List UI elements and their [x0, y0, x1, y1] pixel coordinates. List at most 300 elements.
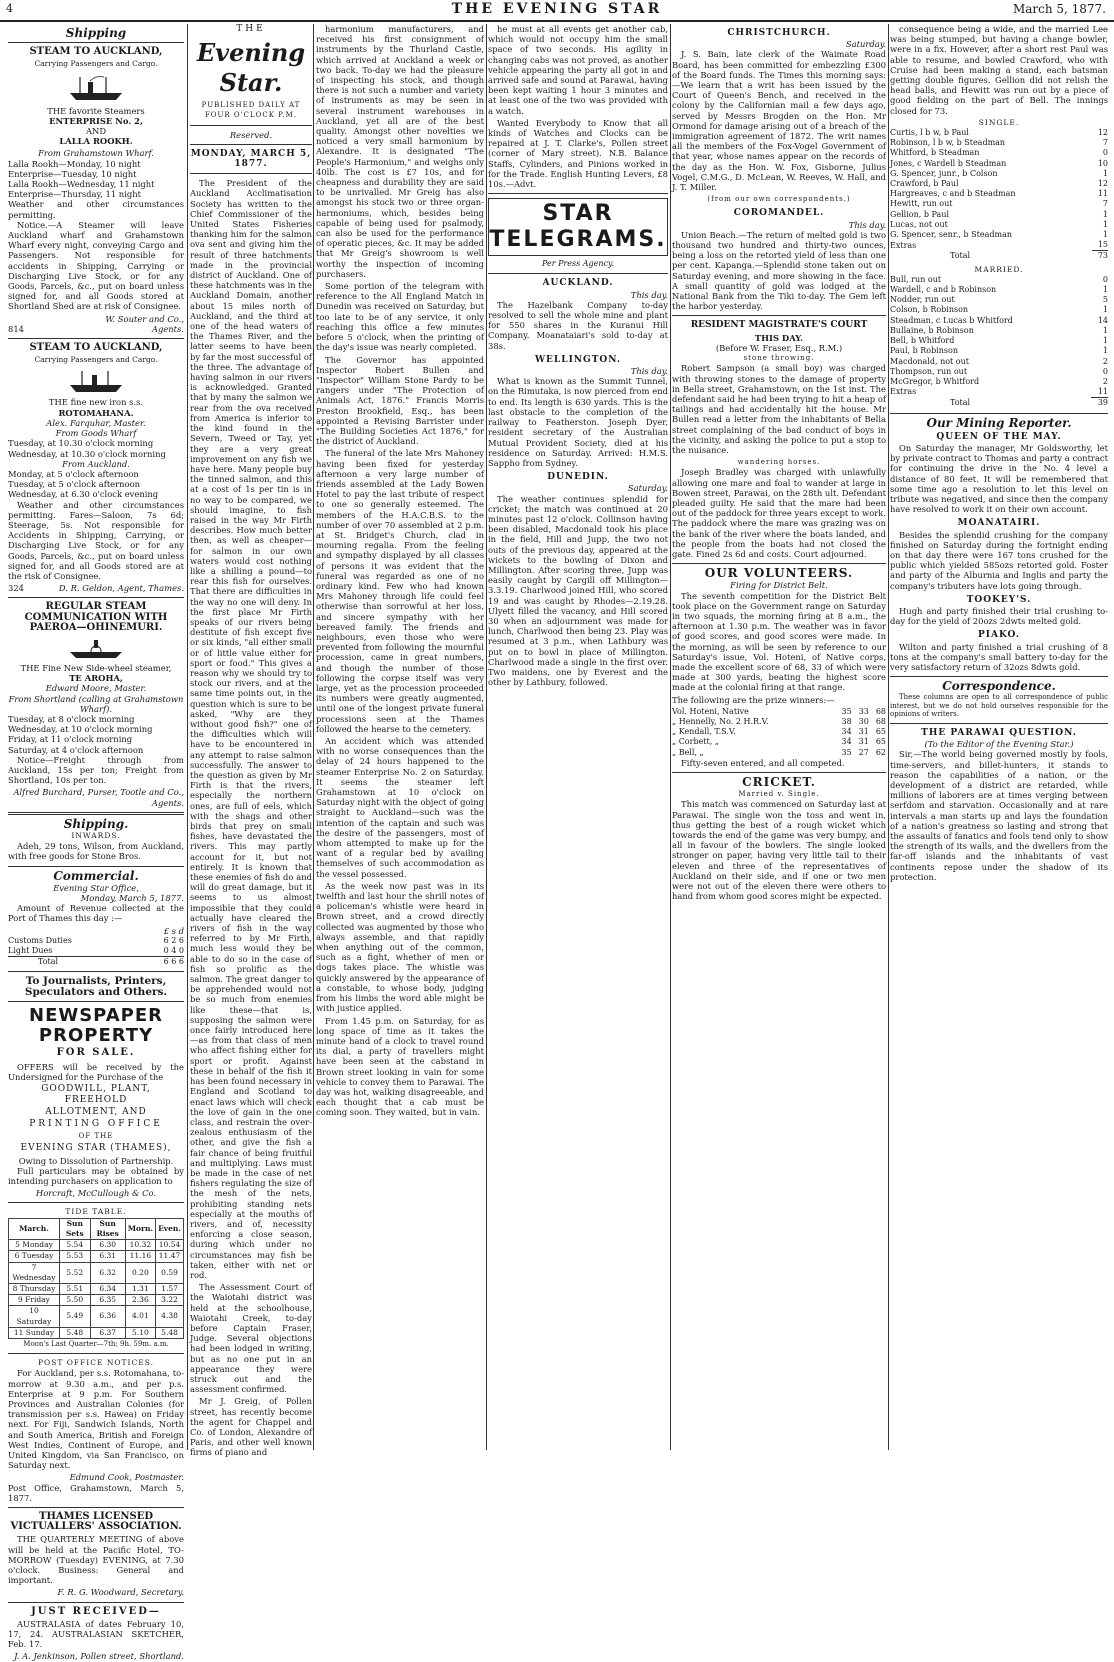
tide-cell: 5.10	[125, 1327, 155, 1338]
tide-cell: 2.36	[125, 1295, 155, 1306]
batsman: Lucas, not out	[890, 219, 948, 229]
coromandel-heading: COROMANDEL.	[733, 208, 825, 219]
table-row	[890, 285, 1108, 295]
table-row	[890, 220, 1108, 230]
single-head: SINGLE.	[978, 117, 1020, 127]
batsman: G. Spencer, senr., b Steadman	[890, 230, 1012, 240]
page-number: 4	[6, 2, 13, 15]
np-line: OF THE	[78, 1132, 114, 1141]
ad-paeroa-title: REGULAR STEAM COMMUNICATION WITH PAEROA—OHINEMURI.	[24, 601, 168, 633]
schedule-line: Saturday, at 4 o'clock afternoon	[8, 744, 144, 755]
column-rule	[670, 24, 671, 1450]
batsman: Wardell, c and b Robinson	[890, 285, 997, 295]
queen-of-may-text: On Saturday the manager, Mr Goldsworthy, let by private contract to Thomas and party a contract for continuing the drive in the No. 4 level a distance of 80 feet. It will be remembered that some time ago a resolution to let this level on tribute was negatived, and since then the company have resolved to work it on their own account.	[890, 442, 1108, 515]
ad-schedule	[8, 159, 184, 220]
tide-moon: Moon's Last Quarter—7th; 9h. 59m. a.m.	[23, 1339, 169, 1348]
table-row	[8, 946, 184, 957]
masthead: Evening Star.	[196, 38, 306, 98]
column-local-news	[316, 24, 484, 1450]
ad-notice: Notice—Freight through from Auckland, 15s per ton; Freight from Shortland, 10s per ton.	[8, 754, 184, 786]
commercial-lsd: £ s d	[163, 925, 184, 936]
tide-cell: 0.20	[125, 1262, 155, 1283]
news-paragraph: he must at all events get another cab, which would not occupy him the small space of two seconds. His agility in changing cabs was not proved, as another vehicle appearing the party all got in and arrived safe and sound at Parawai, having been kept waiting 1 hour 3 minutes and at least one of the two was provided with a watch.	[488, 24, 668, 116]
piako-heading: PIAKO.	[978, 630, 1020, 641]
telegram-place: WELLINGTON.	[534, 354, 622, 365]
news-paragraph: The funeral of the late Mrs Mahoney having been fixed for yesterday afternoon a very large number of friends assembled at the Lady Bowen Hotel to pay the last tribute of respect to one so generally esteemed. The members of the H.A.C.B.S. to the number of over 70 assembled at 2 p.m. at St. Bridget's Church, clad in mourning regalia. From the feeling and sympathy displayed by all classes of persons it was evident that the funeral was regarded as one of no ordinary kind. Few who had known Mrs Mahoney through life could feel otherwise than sorrowful at her loss, and sincere sympathy with her bereaved family. The friends and neighbours, even those who were prevented from following the mournful procession, came in great numbers, and though the number of those following the corpse itself was very large, yet as the procession proceeded its numbers were greatly augmented, until one of the longest private funeral processions seen at the Thames followed the hearse to the cemetery.	[316, 448, 484, 734]
prize-cell: „ Hennelly, No. 2 H.R.V.	[672, 717, 769, 726]
cricket-continued: consequence being a wide, and the married Lee was being stumped, but having a change bowler, were in a fix. However, after a short rest Paul was able to resume, and bowled Crawford, who with Cruise had been making a stand, each batsman getting double figures. Gellion did not relish the head balls, and Hewitt was run out by a piece of good fielding on the part of Bell. The innings closed for 73.	[890, 24, 1108, 116]
shipping-heading-2: Shipping.	[63, 816, 129, 831]
batsman: Crawford, b Paul	[890, 179, 959, 189]
batsman: Thompson, run out	[890, 366, 968, 376]
batsman: Extras	[890, 240, 917, 250]
ad-agent: D. R. Geldon, Agent, Thames.	[58, 583, 184, 594]
wandering-horses-head: wandering horses.	[737, 458, 821, 467]
batsman: Bullaine, b Robinson	[890, 325, 974, 335]
revenue-table	[8, 936, 184, 968]
revenue-label: Light Dues	[8, 946, 53, 956]
table-row	[8, 957, 184, 968]
moanataiari-heading: MOANATAIRI.	[957, 518, 1041, 529]
runs: 12	[1097, 128, 1108, 138]
ad-agent: W. Souter and Co.,	[105, 313, 184, 324]
telegram-text: What is known as the Summit Tunnel, on the Rimutaka, is now pierced from end to end. Its length is 630 yards. This is the last obstacle to the completion of the railway to Featherston. Joseph Dyer, resident secretary of the Australian Mutual Provident Society, died at his residence on Saturday. Arrived: H.M.S. Sappho from Sydney.	[488, 376, 668, 468]
tookeys-heading: TOOKEY'S.	[966, 594, 1032, 605]
single-scorecard	[890, 128, 1108, 262]
total-runs: 39	[1091, 398, 1108, 409]
moanataiari-text: Besides the splendid crushing for the company finished on Saturday during the fortnight ending on that day there were 167 tons crushed for the public which yielded 585ozs retorted gold. Foster and party of the Alburnia and Inglis and party the company's tributers have lots going through.	[890, 529, 1108, 591]
tide-cell: 11.16	[125, 1251, 155, 1262]
batsman: Bell, b Whitford	[890, 336, 955, 346]
steamship-icon	[66, 73, 126, 103]
table-row	[890, 189, 1108, 199]
telegram-text: The Hazelbank Company to-day resolved to sell the whole mine and plant for 550 shares in the Kuranui Hill Company. Moanataiari's sold to-day at 38s.	[488, 299, 668, 351]
editorial-paragraph: The Assessment Court of the Waiotahi district was held at the schoolhouse, Waiotahi Creek, to-day before Captain Fraser, Judge. Several objections had been lodged in writing, but as no one put in an appearance they were struck out and the assessment confirmed.	[190, 1282, 312, 1395]
christchurch-text: J. S. Bain, late clerk of the Waimate Road Board, has been committed for embezzling £300 of the Board funds. The Times this morning says:—We learn that a writ has been issued by the Court of Queen's Bench, and received in the colony by the Californian mail a few days ago, served by Messrs Brogden on the Hon. Mr Ormond for damage arising out of a breach of the immigration agreement of 1872. The writ names all the members of the Fox-Vogel Government of that year, whose names appear on the records of the day as the Hon. W. Fox, Gisborne, Julius Vogel, C.M.G., D. McLean, W. Reeves, W. Hall, and J. T. Miller.	[672, 49, 886, 193]
table-row	[890, 240, 1108, 251]
schedule-line: Tuesday, at 10.30 o'clock morning	[8, 438, 154, 449]
schedule-line: Lalla Rookh—Wednesday, 11 night	[8, 179, 155, 190]
tide-cell: 5.54	[59, 1240, 90, 1251]
ad-line: THE fine new iron s.s.	[48, 397, 144, 408]
revenue-total-label: Total	[38, 957, 59, 967]
column-header: Even.	[156, 1218, 184, 1239]
table-row	[9, 1240, 184, 1251]
commercial-heading: Commercial.	[53, 868, 139, 883]
post-office-title: POST OFFICE NOTICES.	[38, 1358, 154, 1368]
news-paragraph: The Governor has appointed Inspector Robert Bullen and "Inspector" William Stone Pardy to be rangers under "The Protection of Animals Act, 1876." Francis Morris Preston Brookfield, Esq., has been appointed a Revising Barrister under "The Building Societies Act 1876," for the district of Auckland.	[316, 354, 484, 447]
batsman: G. Spencer, junr., b Colson	[890, 168, 998, 178]
runs: 1	[1102, 336, 1108, 346]
batsman: Nodder, run out	[890, 295, 955, 305]
prize-cell: 30	[858, 717, 869, 726]
telegram-section	[488, 278, 668, 350]
ad-steam-auckland-title: STEAM TO AUCKLAND,	[29, 46, 163, 58]
queen-of-may-heading: QUEEN OF THE MAY.	[936, 431, 1062, 442]
runs: 0	[1102, 366, 1108, 376]
schedule-line: Enterprise—Tuesday, 10 night	[8, 168, 137, 179]
ad-line: THE Fine New Side-wheel steamer,	[20, 662, 172, 673]
masthead-the: THE	[236, 24, 266, 34]
batsman: Gellion, b Paul	[890, 209, 950, 219]
rm-court-stone: stone throwing.	[743, 354, 815, 363]
editorial-paragraph: The President of the Auckland Acclimatisation Society has written to the Chief Commissioner of the United States Fisheries thanking him for the salmon ova sent and giving him the result of three hatchments made in the provincial district of Auckland. One of these hatchments was in the Auckland Domain, another about 15 miles north of Auckland, and the third at one of the head waters of the Thames River, and the latter seems to have been by far the most successful of the three. The advantage of having salmon in our rivers is acknowledged. Granted that by many the salmon we rear from the ova received from America is inferior to the kind found in the Severn, Tweed or Tay, yet they are a very great improvement on any fish we have here. Many people buy the tinned salmon, and this at a cost of 1s per tin is in no way to be compared, we should imagine, to fish raised in the way Mr Firth describes. How much better then, as well as cheaper—for salmon in our own waters would cost nothing like a shilling a pound—to rear this fish for ourselves. That there are difficulties in the way no one will deny. In the first place Mr Firth speaks of our rivers being destitute of fish except five or six kinds, "all either small or of little value either for sport or food." This gives a reason why we should try to stock our rivers, and at the same time points out, in the question which is sure to be asked, "Why are they without good fish?" one of the difficulties which will have to be encountered in any attempt to raise salmon successfully. The answer to the question as given by Mr Firth is that the rivers, especially the northern ones, are full of eels, which with the shags and other birds that prey on small fishes, have devastated the rivers. This may partly account for it, but not entirely. It is known that these enemies of fish do and will do great damage, but it seems to us almost impossible that they could actually have cleared the rivers of fish in the way referred to by Mr Firth, much less would they be able to do so in the case of fish so prolific as the salmon. The great danger to be apprehended would not be so much from enemies like these—that is, supposing the salmon were once fairly introduced here—as from that class of men who affect fishing either for sport or profit. Against these in behalf of the fish it has been found necessary in England and Scotland to enact laws which will check the love of gain in the one class, and restrain the over-zealous enthusiasm of the other, and give the fish a fair chance of being fruitful and multiplying. Laws must be made in the case of net fishers regulating the size of the mesh of the nets, prohibiting standing nets especially at the mouths of rivers, and of, necessity enforcing a close season, during which under no circumstances may fish be taken, either with net or rod.	[190, 178, 312, 1280]
total-label: Total	[950, 251, 971, 261]
runs: 1	[1102, 168, 1108, 178]
table-row	[890, 230, 1108, 240]
post-office-date: Post Office, Grahamstown, March 5, 1877.	[8, 1482, 184, 1503]
telegram-section	[488, 472, 668, 687]
np-line: ALLOTMENT, AND	[45, 1106, 147, 1117]
volunteers-sub: Firing for District Belt.	[730, 580, 828, 591]
wandering-horses-text: Joseph Bradley was charged with unlawfully allowing one mare and foal to wander at large in Bowen street, Parawai, on the 28th ult. Defendant pleaded guilty. He said that the mare had been out of the paddock for three years except to work. The paddock where the mare was grazing was on the bank of the river where the boats landed, and the people from the boats had not closed the gate. Fined 2s 6d and costs. Court adjourned.	[672, 467, 886, 559]
np-sign: Horcraft, McCullough & Co.	[35, 1188, 157, 1199]
np-text3: Full particulars may be obtained by intending purchasers on application to	[8, 1165, 184, 1187]
newspaper-property-title: NEWSPAPER PROPERTY	[29, 1004, 163, 1046]
tide-cell: 10.54	[156, 1240, 184, 1251]
prize-cell: 62	[875, 747, 886, 757]
tide-table	[8, 1218, 184, 1339]
married-head: MARRIED.	[974, 264, 1024, 274]
table-row	[9, 1262, 184, 1283]
schedule-line: Wednesday, at 10 o'clock morning	[8, 724, 153, 735]
batsman: Whitford, b Steadman	[890, 148, 980, 158]
prize-cell: 27	[858, 747, 869, 757]
tide-cell: 5.51	[59, 1283, 90, 1294]
prize-cell: „ Bell, „	[672, 747, 704, 757]
column-telegrams	[488, 24, 668, 1450]
ad-line: AND	[85, 126, 107, 137]
runs: 1	[1102, 209, 1108, 219]
prize-cell: 34	[841, 737, 852, 747]
np-line: GOODWILL, PLANT, FREEHOLD	[41, 1084, 151, 1105]
tide-cell: 0.59	[156, 1262, 184, 1283]
ad-notice: Notice.—A Steamer will leave Auckland wharf and Grahamstown Wharf every night, conveying Cargo and Passengers. Not responsible for accidents in Shipping, Carrying or Discharging Live Stock, or for any Goods, Parcels, &c., put on board unless signed for, and all Goods stored at Shortland Shed are at risk of Consignee.	[8, 219, 184, 312]
tide-cell: 6.35	[90, 1295, 125, 1306]
column-header: Sun Sets	[59, 1218, 90, 1239]
runs: 10	[1097, 158, 1108, 168]
runs: 12	[1097, 179, 1108, 189]
victuallers-title: THAMES LICENSED VICTUALLERS' ASSOCIATION.	[10, 1510, 182, 1533]
paddle-steamer-icon	[66, 636, 126, 660]
coromandel-day: This day.	[848, 219, 886, 230]
table-row	[672, 717, 886, 727]
runs: 7	[1102, 199, 1108, 209]
tide-cell: 10.32	[125, 1240, 155, 1251]
table-row	[890, 159, 1108, 169]
post-office-sign: Edmund Cook, Postmaster.	[69, 1472, 184, 1483]
table-row	[890, 316, 1108, 326]
ad-from: From Goods Wharf	[55, 428, 137, 439]
news-paragraph: harmonium manufacturers, and received his first consignment of instruments by the Thurland Castle, which arrived at Auckland a week or two back. To-day we had the pleasure of inspecting his stock, and though there is not such a number and variety of instruments as may be seen in several instrument warehouses in Auckland, yet all are of the best quality. Amongst other novelties we noticed a very small harmonium by Alexandre. It is designated "The People's Harmonium," and weighs only 40lb. The cost is £7 10s, and for cheapness and durability they are said to be unrivalled. Mr Greig has also amongst his stock two or three organ-harmoniums, which, besides being capable of being used for psalmody, can also be used for the performance of operatic pieces, &c. It may be added that Mr Greig's showroom is well worthy the inspection of incoming purchasers.	[316, 24, 484, 279]
tide-cell: 5.53	[59, 1251, 90, 1262]
schedule-line: Wednesday, at 6.30 o'clock evening	[8, 489, 159, 500]
table-row	[890, 138, 1108, 148]
news-paragraph: As the week now past was in its twelfth and last hour the shrill notes of a policeman's whistle were heard in Brown street, and a crowd directly collected was augmented by those who always assemble, and that rapidly when anything out of the common, such as a fight, whether of men or dogs takes place. The whistle was quickly answered by the appearance of a constable, to whose body, judging from his limbs the word able might be with justice applied.	[316, 880, 484, 1014]
commercial-office: Evening Star Office,	[53, 882, 139, 893]
column-header: Sun Rises	[90, 1218, 125, 1239]
table-row	[9, 1295, 184, 1306]
revenue-value: 6 2 6	[163, 935, 184, 945]
table-row	[890, 275, 1108, 285]
prize-tail: Fifty-seven entered, and all competed.	[681, 757, 845, 768]
column-shipping	[8, 24, 184, 1662]
table-row	[9, 1327, 184, 1338]
reserved-note: Reserved.	[229, 129, 273, 140]
tide-cell: 7 Wednesday	[9, 1262, 60, 1283]
for-sale: FOR SALE.	[56, 1046, 136, 1058]
batsman: Hewitt, run out	[890, 199, 953, 209]
tide-title: TIDE TABLE.	[65, 1207, 127, 1217]
table-row	[890, 398, 1108, 409]
mining-reporter-heading: Our Mining Reporter.	[926, 415, 1072, 430]
prize-head: The following are the prize winners:—	[672, 694, 835, 705]
column-rule	[486, 24, 487, 1450]
ad-line: TE AROHA,	[69, 673, 123, 684]
telegram-place: DUNEDIN.	[547, 472, 609, 483]
runs: 1	[1102, 230, 1108, 240]
tide-cell: 1.57	[156, 1283, 184, 1294]
ad-from: From Shortland (calling at Grahamstown Wharf).	[8, 693, 184, 714]
tide-cell: 6.32	[90, 1262, 125, 1283]
table-row	[8, 936, 184, 946]
batsman: Jones, c Wardell b Steadman	[890, 158, 1007, 168]
prize-cell: Vol. Hoteni, Native	[672, 706, 749, 716]
victuallers-text: THE QUARTERLY MEETING of above will be held at the Pacific Hotel, TO-MORROW (Tuesday) EVENING, at 7.30 o'clock. Business: General and important.	[8, 1534, 184, 1586]
table-row	[672, 707, 886, 717]
tide-cell: 6.37	[90, 1327, 125, 1338]
piako-text: Wilton and party finished a trial crushing of 8 tons at the company's small battery to-day for the very satisfactory return of 32ozs 8dwts gold.	[890, 641, 1108, 672]
news-paragraph: Some portion of the telegram with reference to the All England Match in Dunedin was received on Saturday, but too late to be of any service, it only reaching this office a few minutes before 5 o'clock, when the printing of the day's issue was nearly completed.	[316, 281, 484, 353]
coromandel-text: Union Beach.—The return of melted gold is two thousand two hundred and thirty-two ounces, being a loss on the retorted yield of less than one per cent. Kapanga.—Splendid stone taken out on Saturday evening, and more showing in the face. A small quantity of gold was lodged at the National Bank from the Tiki to-day. The Gem left the harbor yesterday.	[672, 229, 886, 312]
batsman: Extras	[890, 387, 917, 397]
column-rule	[187, 24, 188, 1450]
np-line: EVENING STAR (THAMES),	[20, 1143, 172, 1154]
table-row	[890, 179, 1108, 189]
table-row	[890, 128, 1108, 138]
advertisement: Wanted Everybody to Know that all kinds of Watches and Clocks can be repaired at J. T. Clarke's, Pollen street (corner of Mary street). N.B. Balance Staffs, Cylinders, and Pinions worked in for the Trade. English Hunting Levers, £8 10s.—Advt.	[488, 117, 668, 190]
just-received-text: AUSTRALASIA of dates February 10, 17, 24. AUSTRALASIAN SKETCHER, Feb. 17.	[8, 1618, 184, 1650]
ad-subtitle: Carrying Passengers and Cargo.	[34, 59, 158, 69]
table-row	[890, 387, 1108, 398]
column-cricket-mining	[890, 24, 1108, 1450]
ad-line: ENTERPRISE No. 2,	[49, 115, 143, 126]
np-line: PRINTING OFFICE	[29, 1119, 163, 1130]
tide-cell: 4.38	[156, 1306, 184, 1327]
cricket-text: This match was commenced on Saturday last at Parawai. The single won the toss and went in, thus getting the best of a rough wicket which towards the end of the game was very bumpy, and all in favour of the bowlers. The single looked stronger on paper, having very little tail to their eleven and three of the representatives of Auckland on their side, and if one or two men were not out of the eleven there were others to hand from whom good scores might be expected.	[672, 799, 886, 902]
correspondence-heading: Correspondence.	[942, 679, 1056, 694]
prize-cell: 68	[875, 717, 886, 726]
runs: 0	[1102, 148, 1108, 158]
runs: 1	[1102, 285, 1108, 295]
table-row	[9, 1251, 184, 1262]
just-received-title: JUST RECEIVED—	[31, 1605, 161, 1617]
schedule-line: Tuesday, at 5 o'clock afternoon	[8, 479, 141, 490]
column-header: Morn.	[125, 1218, 155, 1239]
volunteers-title: OUR VOLUNTEERS.	[704, 566, 854, 581]
tide-cell: 11 Sunday	[9, 1327, 60, 1338]
cricket-title: CRICKET.	[742, 775, 816, 790]
prize-cell: 31	[858, 727, 869, 737]
tide-cell: 6.30	[90, 1240, 125, 1251]
prize-cell: 35	[841, 706, 852, 716]
christchurch-heading: CHRISTCHURCH.	[727, 28, 831, 38]
table-row	[890, 199, 1108, 209]
table-row	[9, 1306, 184, 1327]
steamship-icon	[66, 368, 126, 394]
cricket-sub: Married v. Single.	[738, 790, 820, 799]
newspaper-running-title: THE EVENING STAR	[451, 1, 663, 17]
prize-cell: 65	[875, 737, 886, 747]
tide-cell: 5.48	[156, 1327, 184, 1338]
table-header-row	[9, 1218, 184, 1239]
tide-cell: 5.52	[59, 1262, 90, 1283]
schedule-line: Enterprise—Thursday, 11 night	[8, 189, 141, 200]
batsman: Macdonald, not out	[890, 356, 969, 366]
telegram-text: The weather continues splendid for cricket; the match was continued at 20 minutes past 12 o'clock. Collinson having been disabled, Macdonald took his place in the field, Hill and Jupp, the two not outs of the previous day, appeared at the wickets to the bowling of Dixon and Millington. After scoring three, Jupp was easily caught by Cargill off Millington—3.3.19. Charlwood joined Hill, who scored 19 and was caught by Rhodes—2.19.28. Ulyett filled the vacancy, and Hill scored 30 when an adjournment was made for lunch, Charlwood then being 23. Play was resumed at 3 p.m., when Lathbury was put on to bowl in place of Millington. Charlwood made a single in the first over. Two maidens, one by Everest and the other by Lathbury, followed.	[488, 493, 668, 688]
column-rule	[888, 24, 889, 1450]
ad-agent: Alfred Burchard, Purser, Tootle and Co., Agents.	[13, 787, 184, 808]
table-row	[890, 251, 1108, 262]
telegram-day: Saturday.	[627, 483, 668, 494]
column-courts-volunteers	[672, 24, 886, 1450]
inwards-label: INWARDS.	[71, 831, 121, 840]
prize-cell: „ Kendall, T.S.V.	[672, 727, 736, 737]
rm-court-text: Robert Sampson (a small boy) was charged with throwing stones to the damage of property in Bella street, Grahamstown, on the 1st inst. The defendant said he had been trying to hit a heap of tailings and had accidentally hit the house. Mr Bullen read a letter from the inhabitants of Bella street complaining of the bad conduct of boys in the vicinity, and asking the police to put a stop to the nuisance.	[672, 363, 886, 455]
batsman: Paul, b Robinson	[890, 346, 958, 356]
tide-cell: 8 Thursday	[9, 1283, 60, 1294]
tide-cell: 6.34	[90, 1283, 125, 1294]
batsman: Robinson, l b w, b Steadman	[890, 138, 1006, 148]
batsman: Hargreaves, c and b Steadman	[890, 189, 1016, 199]
table-row	[890, 346, 1108, 356]
telegram-day: This day.	[630, 289, 668, 300]
runs: 1	[1102, 219, 1108, 229]
tide-cell: 5.49	[59, 1306, 90, 1327]
table-row	[9, 1283, 184, 1294]
schedule-line: Tuesday, at 8 o'clock morning	[8, 713, 135, 724]
total-runs: 73	[1092, 251, 1108, 262]
ad-notice: Weather and other circumstances permitting. Fares—Saloon, 7s 6d; Steerage, 5s. Not responsible for Accidents in Shipping, Carrying, or Discharging Live Stock, or for any Goods, Parcels, &c., put on board unless signed for, and all Goods stored are at the risk of Consignee.	[8, 499, 184, 581]
editorial-paragraph: Mr J. Greig, of Pollen street, has recently become the agent for Chappel and Co. of London, Alexandre of Paris, and other well known firms of piano and	[190, 1396, 312, 1458]
table-row	[890, 377, 1108, 387]
np-text: OFFERS will be received by the Undersigned for the Purchase of the	[8, 1062, 184, 1083]
tide-cell: 3.22	[156, 1295, 184, 1306]
prize-cell: 68	[875, 706, 886, 716]
tide-cell: 6 Tuesday	[9, 1251, 60, 1262]
prize-cell: 33	[858, 706, 869, 716]
revenue-label: Customs Duties	[8, 935, 72, 945]
tide-cell: 6.31	[90, 1251, 125, 1262]
news-paragraph: An accident which was attended with no worse consequences than the delay of 24 hours happened to the steamer Enterprise No. 2 on Saturday. It seems the steamer left Grahamstown at 10 o'clock on Saturday night with the object of going straight to Auckland—such was the intention of the captain and such was the desire of the passengers, most of whom attempted to make up for the want of a regular bed by availing themselves of such accommodation as the vessel possessed.	[316, 736, 484, 879]
table-row	[890, 336, 1108, 346]
published-line: PUBLISHED DAILY AT FOUR O'CLOCK P.M.	[201, 101, 301, 120]
runs: 5	[1102, 295, 1108, 305]
married-scorecard	[890, 275, 1108, 409]
volunteers-text: The seventh competition for the District Belt took place on the Government range on Saturday in two squads, the morning firing at 8 a.m., the afternoon at 1.30 p.m. The weather was in favor of good scores, and good scores were made. In the morning, as will be seen by reference to our Saturday's issue, Vol. Hoteni, of Native corps, made the excellent score of 68, 33 of which were made at 300 yards, beating the highest score made at the colonial firing at that range.	[672, 590, 886, 693]
tide-cell: 5.48	[59, 1327, 90, 1338]
rm-court-day: THIS DAY.	[754, 332, 804, 343]
schedule-line: Friday, at 11 o'clock morning	[8, 734, 133, 745]
post-office-text: For Auckland, per s.s. Rotomahana, to-morrow at 9.30 a.m., and per p.s. Enterprise at 9 p.m. For Southern Provinces and Australian Colonies (for transmission per s.s. Hawea) on Friday next. For Fiji, Sandwich Islands, North and South America, British and Foreign West Indies, Continent of Europe, and United Kingdom, via San Francisco, on Saturday next.	[8, 1368, 184, 1471]
prize-cell: 31	[858, 737, 869, 747]
ad-subtitle: Carrying Passengers and Cargo.	[34, 355, 158, 365]
runs: 7	[1102, 138, 1108, 148]
table-row	[890, 305, 1108, 315]
batsman: Colson, b Robinson	[890, 305, 969, 315]
ad-line: ROTOMAHANA.	[58, 407, 134, 418]
prize-cell: 35	[841, 747, 852, 757]
parawai-to-editor: (To the Editor of the Evening Star.)	[924, 739, 1074, 750]
runs: 2	[1102, 356, 1108, 366]
journalists-heading: To Journalists, Printers, Speculators and Others.	[24, 975, 168, 998]
news-paragraph: From 1.45 p.m. on Saturday, for as long space of time as it takes the minute hand of a clock to travel round its dial, a party of travellers might have been seen at the cabstand in Brown street looking in vain for some vehicle to convey them to Parawai. The day was hot, walking disagreeable, and each thought that a cab must be coming soon. They waited, but in vain.	[316, 1015, 484, 1118]
commercial-date: Monday, March 5, 1877.	[80, 893, 184, 904]
ad-from: From Auckland.	[62, 458, 130, 469]
column-editorial	[190, 24, 312, 1458]
christchurch-day: Saturday.	[845, 39, 886, 50]
schedule-line: Lalla Rookh—Monday, 10 night	[8, 158, 141, 169]
prize-table	[672, 707, 886, 758]
runs: 14	[1097, 315, 1108, 325]
table-row	[890, 326, 1108, 336]
table-row	[890, 357, 1108, 367]
runs: 2	[1102, 376, 1108, 386]
inwards-text: Adeh, 29 tons, Wilson, from Auckland, with free goods for Stone Bros.	[8, 841, 184, 862]
issue-date: MONDAY, MARCH 5, 1877.	[190, 148, 312, 170]
commercial-text: Amount of Revenue collected at the Port of Thames this day :—	[8, 903, 184, 924]
rm-court-before: (Before W. Fraser, Esq., R.M.)	[715, 342, 843, 353]
table-row	[672, 737, 886, 747]
tide-cell: 9 Friday	[9, 1295, 60, 1306]
tide-cell: 11.47	[156, 1251, 184, 1262]
telegram-section	[488, 355, 668, 468]
np-text2: Owing to Dissolution of Partnership.	[18, 1155, 174, 1166]
table-row	[890, 148, 1108, 158]
ad-agents: Agents.	[151, 323, 184, 334]
tide-cell: 5 Monday	[9, 1240, 60, 1251]
ad-from: From Grahamstown Wharf.	[38, 148, 154, 159]
tide-cell: 1.31	[125, 1283, 155, 1294]
schedule-line: Monday, at 5 o'clock afternoon	[8, 468, 139, 479]
table-row	[890, 210, 1108, 220]
prize-cell: „ Corbett, „	[672, 737, 719, 747]
header-date: March 5, 1877.	[1012, 2, 1106, 16]
parawai-question-heading: THE PARAWAI QUESTION.	[921, 727, 1077, 738]
table-row	[890, 295, 1108, 305]
table-row	[890, 367, 1108, 377]
star-telegrams-title: STAR TELEGRAMS.	[488, 198, 668, 256]
prize-cell: 38	[841, 717, 852, 726]
runs: 1	[1102, 325, 1108, 335]
victuallers-sign: F. R. G. Woodward, Secretary.	[57, 1587, 184, 1598]
runs: 1	[1102, 305, 1108, 315]
correspondence-note: These columns are open to all correspondence of public interest, but we do not hold ourselves responsible for the opinions of writers.	[890, 693, 1108, 719]
ad-rotomahana-title: STEAM TO AUCKLAND,	[29, 342, 163, 354]
schedule-line: Wednesday, at 10.30 o'clock morning	[8, 448, 166, 459]
tide-cell: 5.50	[59, 1295, 90, 1306]
ad-number: 814	[8, 323, 24, 334]
prize-cell: 65	[875, 727, 886, 737]
tide-cell: 10 Saturday	[9, 1306, 60, 1327]
tide-cell: 6.36	[90, 1306, 125, 1327]
telegram-place: AUCKLAND.	[542, 278, 614, 289]
telegram-day: This day.	[630, 366, 668, 377]
total-label: Total	[950, 398, 971, 408]
revenue-total-value: 6 6 6	[163, 957, 184, 967]
tookeys-text: Hugh and party finished their trial crushing to-day for the yield of 20ozs 2dwts melted gold.	[890, 605, 1108, 627]
runs: 0	[1102, 274, 1108, 284]
